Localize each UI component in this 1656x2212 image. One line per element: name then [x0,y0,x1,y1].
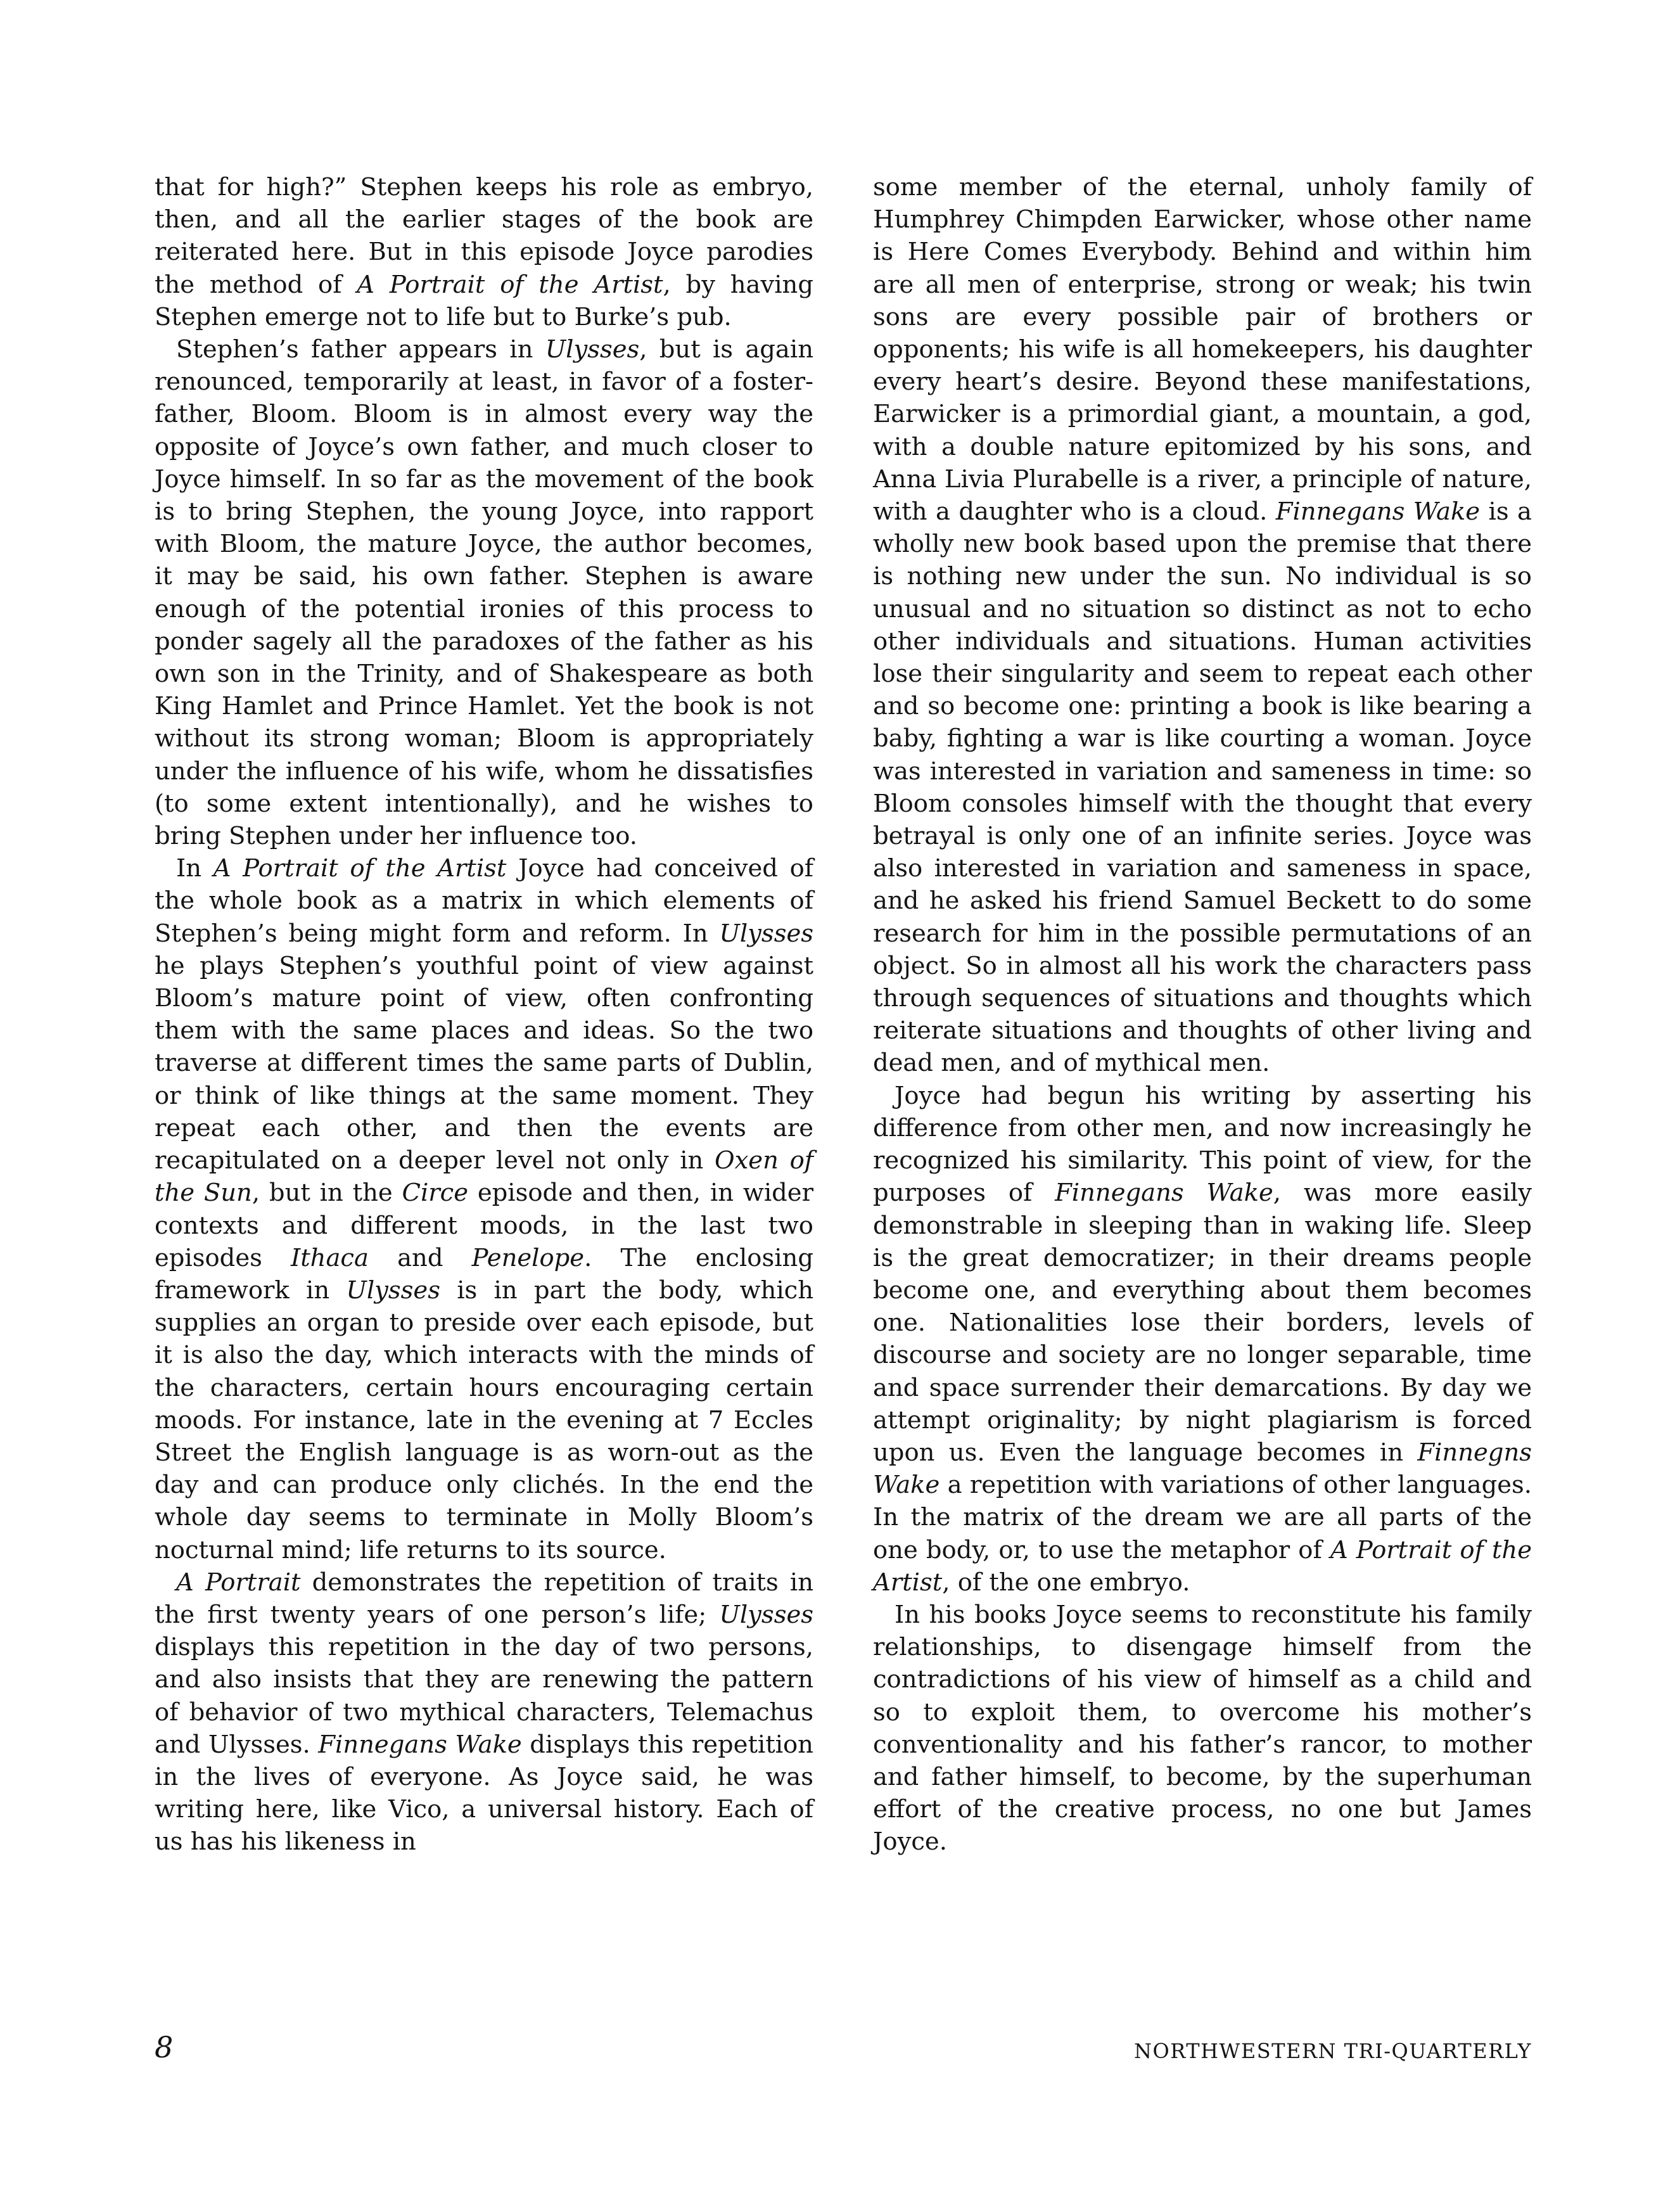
paragraph-family: In his books Joyce seems to reconstitute his family relationships, to disengage himself from the contradictions of his view of himself as a child and so to exploit them, to overcome his mother’s conventionality and his father’s rancor, to mother and father himself, to become, by the superhuman effort of the creative process, no one but James Joyce. [873,1600,1532,1857]
paragraph-sleep: Joyce had begun his writing by asserting his difference from other men, and now increasingly he recognized his similarity. This point of view, for the purposes of Finnegans Wake, was more easily demonstrable in sleeping than in waking life. Sleep is the great democratizer; in their dreams people become one, and everything about them becomes one. Nationalities lose their borders, levels of discourse and society are no longer separable, time and space surrender their demarcations. By day we attempt originality; by night plagiarism is forced upon us. Even the language becomes in Finnegns Wake a repetition with variations of other languages. In the matrix of the dream we are all parts of the one body, or, to use the metaphor of A Portrait of the Artist, of the one embryo. [873,1081,1532,1597]
right-column [873,171,1532,1858]
journal-name: NORTHWESTERN TRI-QUARTERLY [1133,2039,1532,2063]
paragraph-father: Stephen’s father appears in Ulysses, but is again renounced, temporarily at least, in favor of a foster-father, Bloom. Bloom is in almost every way the opposite of Joyce’s own father, and much closer to Joyce himself. In so far as the movement of the book is to bring Stephen, the young Joyce, into rapport with Bloom, the mature Joyce, the author becomes, it may be said, his own father. Stephen is aware enough of the potential ironies of this process to ponder sagely all the paradoxes of the father as his own son in the Trinity, and of Shakespeare as both King Hamlet and Prince Hamlet. Yet the book is not without its strong woman; Bloom is appropriately under the influence of his wife, whom he dissatisfies (to some extent intentionally), and he wishes to bring Stephen under her influence too. [155,335,813,851]
page-number: 8 [155,2030,174,2064]
left-column [155,171,813,1858]
paragraph-matrix: In A Portrait of the Artist Joyce had conceived of the whole book as a matrix in which elements of Stephen’s being might form and reform. In Ulysses he plays Stephen’s youthful point of view against Bloom’s mature point of view, often confronting them with the same places and ideas. So the two traverse at different times the same parts of Dublin, or think of like things at the same moment. They repeat each other, and then the events are recapitulated on a deeper level not only in Oxen of the Sun, but in the Circe episode and then, in wider contexts and different moods, in the last two episodes Ithaca and Penelope. The enclosing framework in Ulysses is in part the body, which supplies an organ to preside over each episode, but it is also the day, which interacts with the minds of the characters, certain hours encouraging certain moods. For instance, late in the evening at 7 Eccles Street the English language is as worn-out as the day and can produce only clichés. In the end the whole day seems to terminate in Molly Bloom’s nocturnal mind; life returns to its source. [155,854,814,1564]
paragraph-repetition: A Portrait demonstrates the repetition of traits in the first twenty years of one person’s life; Ulysses displays this repetition in the day of two persons, and also insists that they are renewing the pattern of behavior of two mythical characters, Telemachus and Ulysses. Finnegans Wake displays this repetition in the lives of everyone. As Joyce said, he was writing here, like Vico, a universal history. Each of us has his likeness in [155,1568,813,1857]
paragraph-burke-pub: that for high?” Stephen keeps his role as embryo, then, and all the earlier stages of the book are reiterated here. But in this episode Joyce parodies the method of A Portrait of the Artist, by having Stephen emerge not to life but to Burke’s pub. [155,173,814,331]
paragraph-earwicker: some member of the eternal, unholy family of Humphrey Chimpden Earwicker, whose other name is Here Comes Everybody. Behind and within him are all men of enterprise, strong or weak; his twin sons are every possible pair of brothers or opponents; his wife is all homekeepers, his daughter every heart’s desire. Beyond these manifestations, Earwicker is a primordial giant, a mountain, a god, with a double nature epitomized by his sons, and Anna Livia Plurabelle is a river, a principle of nature, with a daughter who is a cloud. Finnegans Wake is a wholly new book based upon the premise that there is nothing new under the sun. No individual is so unusual and no situation so distinct as not to echo other individuals and situations. Human activities lose their singularity and seem to repeat each other and so become one: printing a book is like bearing a baby, fighting a war is like courting a woman. Joyce was interested in variation and sameness in time: so Bloom consoles himself with the thought that every betrayal is only one of an infinite series. Joyce was also interested in variation and sameness in space, and he asked his friend Samuel Beckett to do some research for him in the possible permutations of an object. So in almost all his work the characters pass through sequences of situations and thoughts which reiterate situations and thoughts of other living and dead men, and of mythical men. [873,173,1532,1078]
page-footer [155,2030,1532,2068]
